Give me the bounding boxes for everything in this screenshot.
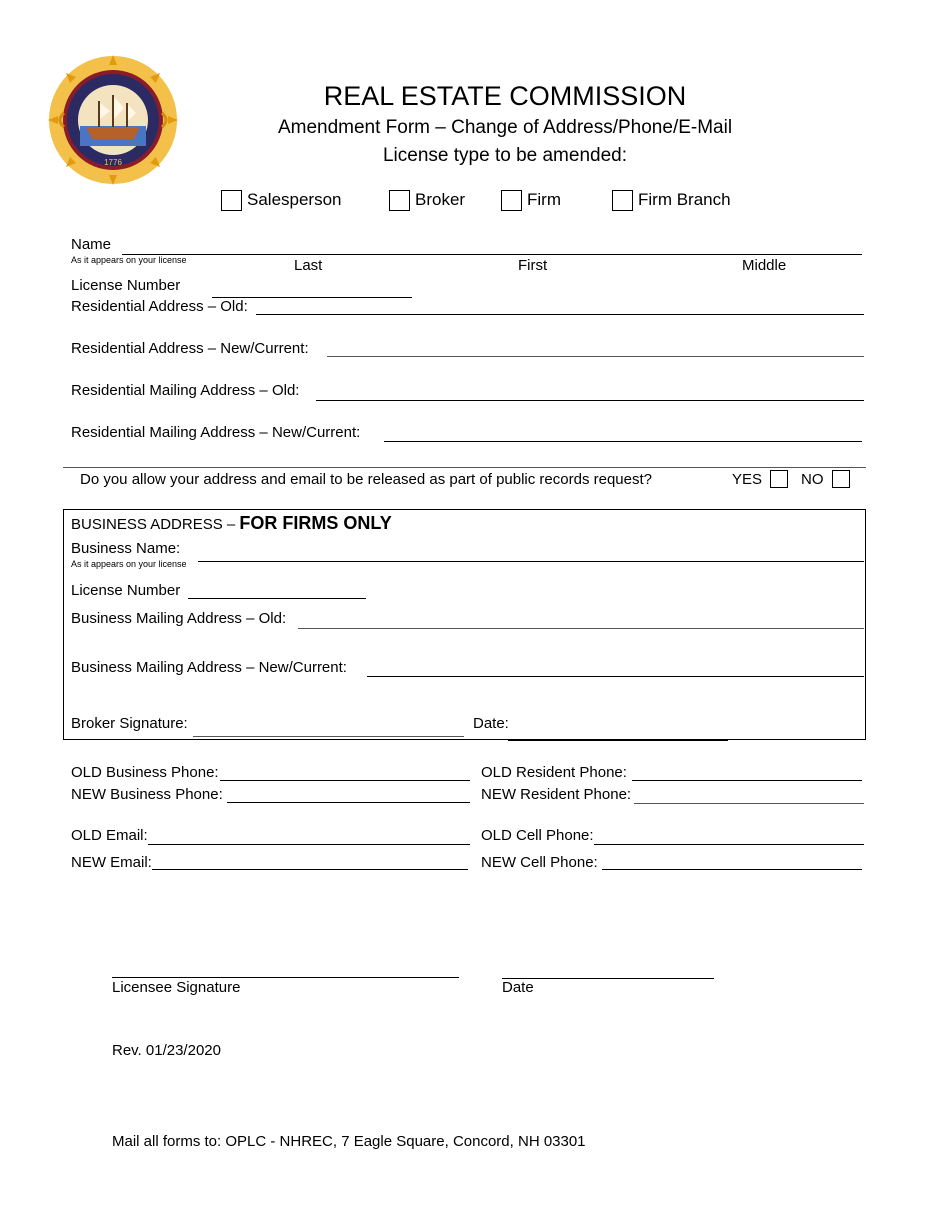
old-resident-phone-field[interactable] xyxy=(632,780,862,781)
licensee-date-field[interactable] xyxy=(502,978,714,979)
old-email-field[interactable] xyxy=(148,844,470,845)
business-license-number-field[interactable] xyxy=(188,598,366,599)
public-records-question: Do you allow your address and email to be released as part of public records request? xyxy=(80,471,652,488)
old-business-phone-label: OLD Business Phone: xyxy=(71,764,219,781)
old-cell-field[interactable] xyxy=(594,844,864,845)
name-hint: As it appears on your license xyxy=(71,255,187,265)
new-resident-phone-label: NEW Resident Phone: xyxy=(481,786,632,803)
business-name-hint: As it appears on your license xyxy=(71,559,187,569)
public-records-yes-label: YES xyxy=(732,471,763,488)
label-firm-branch: Firm Branch xyxy=(638,190,731,209)
public-records-divider xyxy=(63,467,866,468)
broker-signature-label: Broker Signature: xyxy=(71,715,188,732)
old-business-phone-field[interactable] xyxy=(220,780,470,781)
res-new-label: Residential Address – New/Current: xyxy=(71,340,309,357)
old-email-label: OLD Email: xyxy=(71,827,148,844)
business-heading xyxy=(71,514,392,532)
label-firm: Firm xyxy=(527,190,561,209)
broker-date-field[interactable] xyxy=(508,740,728,741)
mail-old-field[interactable] xyxy=(316,400,864,401)
label-salesperson: Salesperson xyxy=(247,190,342,209)
business-heading-prefix: BUSINESS ADDRESS – xyxy=(71,516,240,533)
license-type-prompt: License type to be amended: xyxy=(382,145,627,166)
mailing-instructions: Mail all forms to: OPLC - NHREC, 7 Eagle Square, Concord, NH 03301 xyxy=(112,1133,586,1150)
public-records-no-label: NO xyxy=(801,471,824,488)
name-field[interactable] xyxy=(122,254,862,255)
new-business-phone-field[interactable] xyxy=(227,802,470,803)
public-records-yes-checkbox[interactable] xyxy=(770,470,788,488)
public-records-no-checkbox[interactable] xyxy=(832,470,850,488)
business-mail-old-field[interactable] xyxy=(298,628,864,629)
mail-new-field[interactable] xyxy=(384,441,862,442)
licensee-signature-label: Licensee Signature xyxy=(112,979,241,996)
res-old-field[interactable] xyxy=(256,314,864,315)
new-business-phone-label: NEW Business Phone: xyxy=(71,786,223,803)
name-last-caption: Last xyxy=(294,257,323,274)
business-mail-old-label: Business Mailing Address – Old: xyxy=(71,610,287,627)
seal-year: 1776 xyxy=(104,158,122,167)
business-license-number-label: License Number xyxy=(71,582,181,599)
business-heading-bold: FOR FIRMS ONLY xyxy=(239,513,392,533)
checkbox-firm-branch[interactable] xyxy=(612,190,633,211)
checkbox-broker[interactable] xyxy=(389,190,410,211)
checkbox-salesperson[interactable] xyxy=(221,190,242,211)
broker-date-label: Date: xyxy=(473,715,509,732)
page-title: REAL ESTATE COMMISSION xyxy=(323,81,687,111)
res-new-field[interactable] xyxy=(327,356,864,357)
name-label: Name xyxy=(71,236,112,253)
mail-new-label: Residential Mailing Address – New/Current: xyxy=(71,424,361,441)
business-name-label: Business Name: xyxy=(71,540,181,557)
new-email-label: NEW Email: xyxy=(71,854,152,871)
mail-old-label: Residential Mailing Address – Old: xyxy=(71,382,300,399)
business-mail-new-label: Business Mailing Address – New/Current: xyxy=(71,659,347,676)
business-mail-new-field[interactable] xyxy=(367,676,864,677)
res-old-label: Residential Address – Old: xyxy=(71,298,248,315)
broker-signature-field[interactable] xyxy=(193,736,464,737)
licensee-signature-field[interactable] xyxy=(112,977,459,978)
old-resident-phone-label: OLD Resident Phone: xyxy=(481,764,627,781)
license-number-label: License Number xyxy=(71,277,181,294)
new-email-field[interactable] xyxy=(152,869,468,870)
form-subtitle: Amendment Form – Change of Address/Phone/E-Mail xyxy=(277,117,733,138)
new-cell-label: NEW Cell Phone: xyxy=(481,854,598,871)
checkbox-firm[interactable] xyxy=(501,190,522,211)
licensee-date-label: Date xyxy=(502,979,534,996)
revision-date: Rev. 01/23/2020 xyxy=(112,1042,221,1059)
new-cell-field[interactable] xyxy=(602,869,862,870)
name-first-caption: First xyxy=(518,257,548,274)
label-broker: Broker xyxy=(415,190,466,209)
old-cell-label: OLD Cell Phone: xyxy=(481,827,594,844)
business-name-field[interactable] xyxy=(198,561,864,562)
new-resident-phone-field[interactable] xyxy=(634,803,864,804)
name-middle-caption: Middle xyxy=(742,257,787,274)
